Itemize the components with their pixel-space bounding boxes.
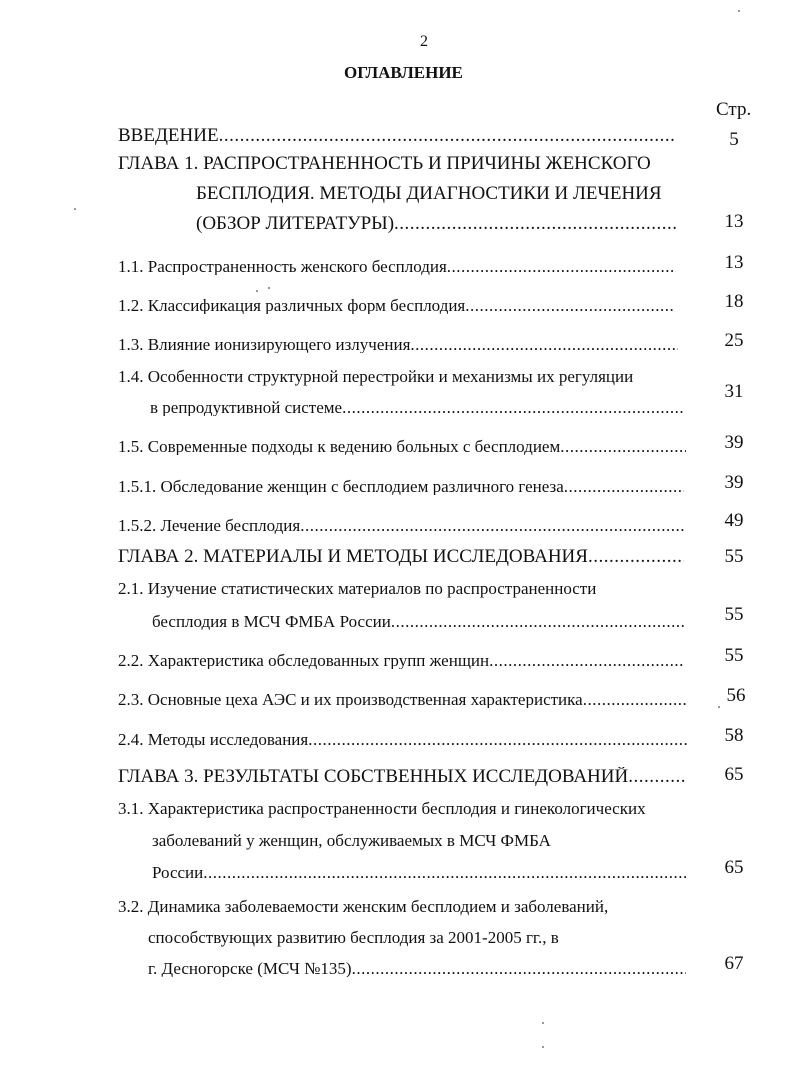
toc-entry-label: 1.2. Классификация различных форм бесплодия: [118, 297, 466, 314]
leader-dots: [410, 336, 678, 353]
leader-dots: [300, 517, 684, 534]
leader-dots: [628, 767, 686, 786]
leader-dots: [352, 960, 686, 977]
leader-dots: [564, 478, 684, 495]
page-number: 2: [420, 33, 428, 50]
toc-entry-label: 1.3. Влияние ионизирующего излучения: [118, 336, 411, 353]
toc-entry-label: 1.5. Современные подходы к ведению больных с бесплодием: [118, 438, 561, 455]
toc-section-1-1: [118, 258, 676, 275]
toc-chapter-1-line-2: БЕСПЛОДИЯ. МЕТОДЫ ДИАГНОСТИКИ И ЛЕЧЕНИЯ: [196, 183, 662, 204]
toc-page-number: 65: [724, 764, 744, 785]
leader-dots: [560, 438, 686, 455]
scan-speck: [718, 706, 720, 708]
toc-section-1-5-1: [118, 478, 684, 495]
toc-page-number: 58: [724, 725, 744, 746]
toc-page-number: 56: [726, 685, 746, 706]
toc-page-number: 13: [724, 211, 744, 232]
toc-section-1-3: [118, 336, 678, 353]
leader-dots: [583, 691, 688, 708]
toc-chapter-1-line-1: ГЛАВА 1. РАСПРОСТРАНЕННОСТЬ И ПРИЧИНЫ ЖЕНСКОГО: [118, 153, 651, 174]
toc-section-3-1-line-1: 3.1. Характеристика распространенности бесплодия и гинекологических: [118, 799, 646, 818]
toc-page-number: 5: [729, 129, 739, 150]
toc-page-number: 55: [724, 546, 744, 567]
toc-page-number: 13: [724, 252, 744, 273]
leader-dots: [489, 652, 684, 669]
toc-chapter-1-line-3: [196, 214, 676, 233]
toc-entry-label: (ОБЗОР ЛИТЕРАТУРЫ): [196, 214, 395, 233]
toc-section-1-4-line-1: 1.4. Особенности структурной перестройки и механизмы их регуляции: [118, 367, 634, 386]
toc-section-3-2-line-3: [148, 960, 686, 977]
toc-chapter-2: [118, 547, 684, 566]
toc-entry-label: 1.1. Распространенность женского бесплодия: [118, 258, 447, 275]
leader-dots: [219, 126, 674, 145]
toc-section-2-4: [118, 731, 688, 748]
toc-section-3-1-line-2: заболеваний у женщин, обслуживаемых в МСЧ ФМБА: [152, 831, 551, 850]
scan-speck: [542, 1046, 544, 1048]
toc-entry-label: 1.5.1. Обследование женщин с бесплодием различного генеза: [118, 478, 564, 495]
toc-section-1-4-line-2: [150, 399, 684, 416]
toc-entry-label: ВВЕДЕНИЕ: [118, 126, 219, 145]
toc-entry-label: 1.5.2. Лечение бесплодия: [118, 517, 301, 534]
leader-dots: [391, 613, 684, 630]
toc-page-number: 39: [724, 472, 744, 493]
toc-entry-label: 2.3. Основные цеха АЭС и их производственная характеристика: [118, 691, 583, 708]
toc-page-number: 18: [724, 291, 744, 312]
toc-section-2-2: [118, 652, 684, 669]
toc-entry-label: России: [152, 864, 204, 881]
scan-speck: [738, 10, 740, 12]
toc-entry-label: ГЛАВА 3. РЕЗУЛЬТАТЫ СОБСТВЕННЫХ ИССЛЕДОВАНИЙ: [118, 767, 629, 786]
toc-section-1-2: [118, 297, 674, 314]
leader-dots: [465, 297, 674, 314]
toc-entry-label: 2.4. Методы исследования: [118, 731, 309, 748]
toc-chapter-3: [118, 767, 686, 786]
leader-dots: [342, 399, 684, 416]
toc-page-number: 55: [724, 604, 744, 625]
scan-speck: [268, 287, 270, 289]
toc-entry-label: 2.2. Характеристика обследованных групп женщин: [118, 652, 490, 669]
toc-page-number: 65: [724, 857, 744, 878]
toc-section-3-2-line-1: 3.2. Динамика заболеваемости женским бесплодием и заболеваний,: [118, 897, 609, 916]
leader-dots: [203, 864, 688, 881]
toc-section-2-1-line-1: 2.1. Изучение статистических материалов по распространенности: [118, 579, 597, 598]
leader-dots: [447, 258, 676, 275]
toc-page-number: 25: [724, 330, 744, 351]
toc-page-number: 31: [724, 381, 744, 402]
toc-entry-label: в репродуктивной системе: [150, 399, 343, 416]
toc-section-3-2-line-2: способствующих развитию бесплодия за 2001-2005 гг., в: [148, 928, 559, 947]
toc-entry-introduction: [118, 126, 674, 145]
leader-dots: [308, 731, 688, 748]
toc-section-1-5-2: [118, 517, 684, 534]
toc-section-2-1-line-2: [152, 613, 684, 630]
page-title: ОГЛАВЛЕНИЕ: [344, 63, 463, 82]
toc-entry-label: ГЛАВА 2. МАТЕРИАЛЫ И МЕТОДЫ ИССЛЕДОВАНИЯ: [118, 547, 588, 566]
toc-section-1-5: [118, 438, 686, 455]
toc-page-number: 67: [724, 953, 744, 974]
toc-entry-label: г. Десногорске (МСЧ №135): [148, 960, 352, 977]
scan-speck: [74, 208, 76, 210]
scan-speck: [542, 1022, 544, 1024]
leader-dots: [588, 547, 684, 566]
page-column-label: Стр.: [716, 99, 752, 120]
toc-page-number: 55: [724, 645, 744, 666]
toc-entry-label: бесплодия в МСЧ ФМБА России: [152, 613, 391, 630]
toc-page-number: 39: [724, 432, 744, 453]
leader-dots: [394, 214, 676, 233]
toc-section-3-1-line-3: [152, 864, 688, 881]
scan-speck: [256, 290, 258, 292]
toc-section-2-3: [118, 691, 688, 708]
toc-page-number: 49: [724, 510, 744, 531]
